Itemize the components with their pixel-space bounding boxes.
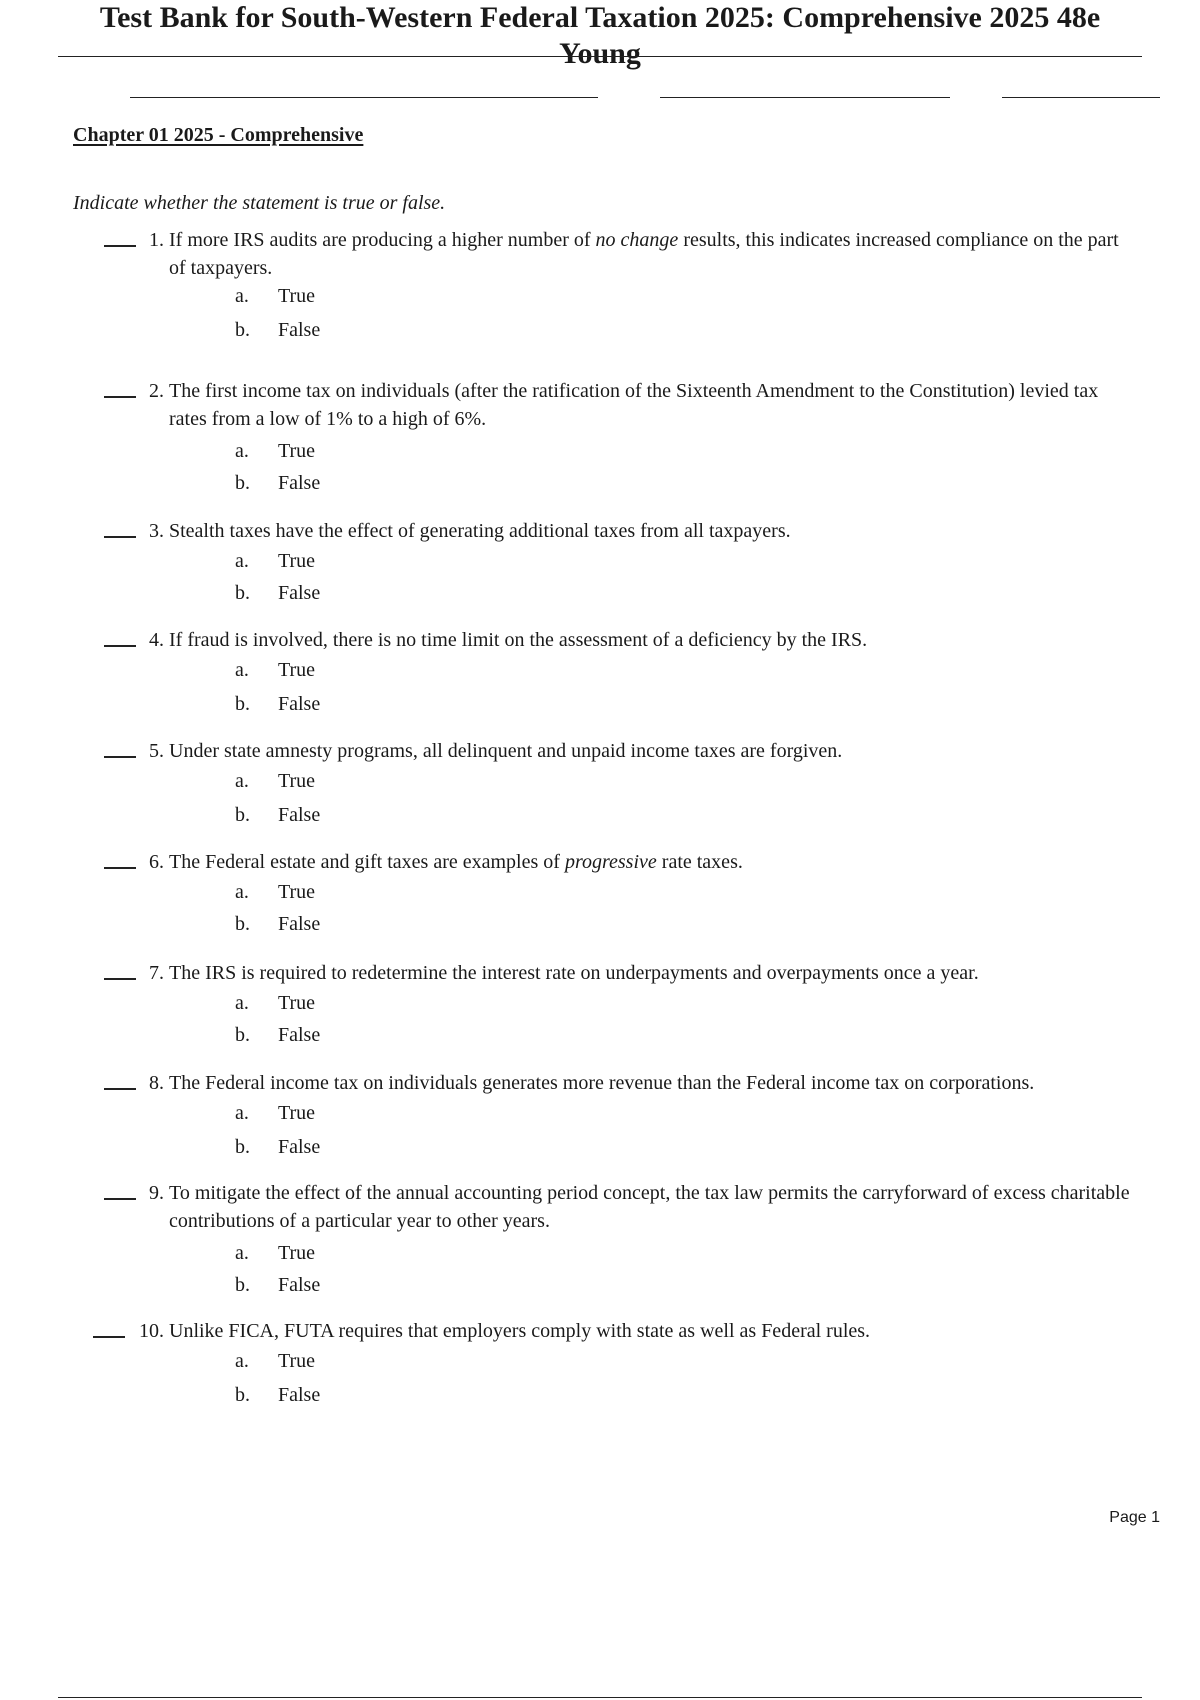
option-label: False [278, 1024, 321, 1046]
option-letter: b. [235, 582, 250, 604]
question-item [0, 1179, 1200, 1296]
question-text: To mitigate the effect of the annual accounting period concept, the tax law permits the carryforward of excess charitable contributions of a particular year to other years. [169, 1182, 1130, 1232]
chapter-heading: Chapter 01 2025 - Comprehensive [73, 124, 364, 146]
header-blank-line [1002, 97, 1160, 98]
option-label: False [278, 472, 321, 494]
question-item [0, 959, 1200, 1046]
option-label: True [278, 770, 316, 792]
option-letter: b. [235, 1024, 250, 1046]
answer-blank[interactable] [104, 1198, 136, 1200]
answer-blank[interactable] [93, 1336, 125, 1338]
option-letter: b. [235, 804, 250, 826]
question-item [0, 1069, 1200, 1158]
document-title: Test Bank for South-Western Federal Taxation 2025: Comprehensive 2025 48e Young [99, 1, 1101, 70]
question-number: 10. [139, 1320, 164, 1342]
answer-blank[interactable] [104, 1088, 136, 1090]
question-text: The Federal income tax on individuals generates more revenue than the Federal income tax on corporations. [169, 1072, 1035, 1094]
option-letter: a. [235, 550, 249, 572]
option-label: True [278, 285, 316, 307]
answer-blank[interactable] [104, 867, 136, 869]
option-letter: b. [235, 1384, 250, 1406]
option-letter: a. [235, 770, 249, 792]
question-number: 7. [149, 962, 164, 984]
answer-blank[interactable] [104, 645, 136, 647]
option-letter: b. [235, 472, 250, 494]
instruction-text: Indicate whether the statement is true or false. [73, 192, 446, 214]
option-label: True [278, 1102, 316, 1124]
option-label: False [278, 693, 321, 715]
option-label: False [278, 1274, 321, 1296]
option-letter: a. [235, 1242, 249, 1264]
option-letter: a. [235, 440, 249, 462]
question-item [0, 226, 1200, 341]
title-rule [58, 56, 1142, 57]
header-blank-line [660, 97, 950, 98]
question-text: The first income tax on individuals (after the ratification of the Sixteenth Amendment to the Constitution) levied tax rates from a low of 1% to a high of 6%. [169, 380, 1099, 430]
question-item [0, 737, 1200, 826]
answer-blank[interactable] [104, 396, 136, 398]
option-label: True [278, 1350, 316, 1372]
question-number: 9. [149, 1182, 164, 1204]
option-label: True [278, 440, 316, 462]
answer-blank[interactable] [104, 978, 136, 980]
answer-blank[interactable] [104, 245, 136, 247]
option-label: True [278, 659, 316, 681]
option-label: True [278, 1242, 316, 1264]
option-letter: b. [235, 913, 250, 935]
footer-rule [58, 1697, 1142, 1698]
question-text: The IRS is required to redetermine the interest rate on underpayments and overpayments once a year. [169, 962, 979, 984]
option-label: False [278, 1136, 321, 1158]
question-text: Stealth taxes have the effect of generating additional taxes from all taxpayers. [169, 520, 791, 542]
header-blank-line [130, 97, 598, 98]
question-text: If fraud is involved, there is no time limit on the assessment of a deficiency by the IRS. [169, 629, 868, 651]
question-text: Unlike FICA, FUTA requires that employers comply with state as well as Federal rules. [169, 1320, 871, 1342]
option-letter: b. [235, 1136, 250, 1158]
question-text: The Federal estate and gift taxes are examples of progressive rate taxes. [169, 851, 743, 873]
question-text: If more IRS audits are producing a higher number of no change results, this indicates increased compliance on the part of taxpayers. [169, 229, 1119, 279]
question-number: 1. [149, 229, 164, 251]
question-item [0, 377, 1200, 494]
answer-blank[interactable] [104, 536, 136, 538]
question-item [0, 626, 1200, 715]
question-number: 4. [149, 629, 164, 651]
option-letter: a. [235, 285, 249, 307]
option-letter: a. [235, 659, 249, 681]
page-number: Page 1 [1109, 1509, 1160, 1526]
option-label: False [278, 804, 321, 826]
option-letter: b. [235, 319, 250, 341]
option-letter: b. [235, 1274, 250, 1296]
option-label: True [278, 881, 316, 903]
option-letter: b. [235, 693, 250, 715]
answer-blank[interactable] [104, 756, 136, 758]
question-text: Under state amnesty programs, all delinquent and unpaid income taxes are forgiven. [169, 740, 843, 762]
question-number: 3. [149, 520, 164, 542]
question-item [0, 517, 1200, 604]
option-letter: a. [235, 992, 249, 1014]
option-label: True [278, 550, 316, 572]
option-letter: a. [235, 1102, 249, 1124]
option-label: False [278, 913, 321, 935]
question-item [0, 1317, 1200, 1406]
question-number: 5. [149, 740, 164, 762]
option-letter: a. [235, 1350, 249, 1372]
option-label: False [278, 582, 321, 604]
question-number: 2. [149, 380, 164, 402]
question-item [0, 848, 1200, 935]
question-number: 8. [149, 1072, 164, 1094]
question-number: 6. [149, 851, 164, 873]
question-emphasis: progressive [564, 851, 657, 873]
option-label: False [278, 1384, 321, 1406]
option-label: True [278, 992, 316, 1014]
option-letter: a. [235, 881, 249, 903]
question-emphasis: no change [595, 229, 679, 251]
option-label: False [278, 319, 321, 341]
